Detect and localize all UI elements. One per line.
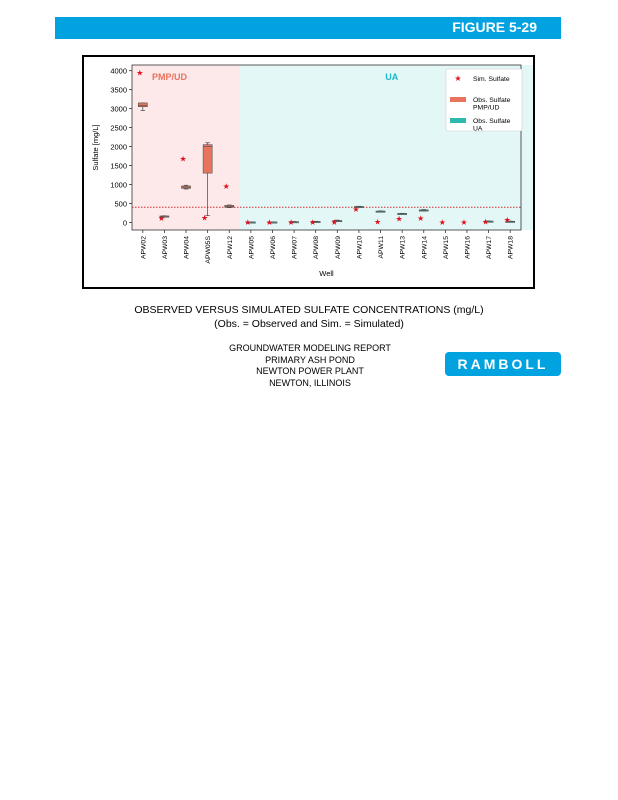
x-tick-label: APW18 — [507, 236, 515, 260]
simulated-marker: ★ — [179, 154, 187, 164]
figure-label: FIGURE 5-29 — [452, 19, 537, 35]
simulated-marker: ★ — [309, 218, 317, 228]
x-tick-label: APW05S — [205, 236, 213, 264]
x-tick-label: APW10 — [356, 236, 364, 260]
x-tick-label: APW14 — [421, 236, 429, 260]
report-block — [190, 343, 430, 389]
simulated-marker: ★ — [201, 213, 209, 223]
simulated-marker: ★ — [244, 218, 252, 228]
y-axis-label: Sulfate [mg/L] — [91, 124, 100, 171]
simulated-marker: ★ — [265, 218, 274, 228]
y-tick-label: 3500 — [110, 85, 127, 95]
observed-box — [203, 145, 212, 173]
x-tick-label: APW15 — [442, 236, 450, 260]
x-tick-label: APW04 — [183, 236, 191, 260]
region-background — [132, 65, 240, 230]
simulated-marker: ★ — [287, 218, 295, 228]
ramboll-logo: RAMBOLL — [445, 352, 561, 376]
x-tick-label: APW02 — [140, 236, 148, 260]
legend-label: Sim. Sulfate — [473, 76, 510, 83]
y-tick-label: 0 — [122, 218, 127, 228]
simulated-marker: ★ — [222, 182, 230, 191]
x-tick-label: APW12 — [226, 236, 234, 260]
x-tick-label: APW06 — [269, 236, 277, 260]
y-tick-label: 2000 — [110, 142, 127, 152]
simulated-marker: ★ — [373, 217, 382, 227]
x-tick-label: APW11 — [378, 236, 386, 259]
figure-banner — [55, 17, 561, 39]
legend-label: PMP/UD — [473, 104, 500, 112]
legend-marker: ★ — [454, 74, 462, 83]
simulated-marker: ★ — [395, 214, 403, 224]
x-tick-label: APW09 — [334, 235, 342, 260]
region-label: PMP/UD — [152, 72, 188, 82]
sulfate-chart — [84, 57, 533, 287]
legend-label: Obs. Sulfate — [473, 97, 511, 104]
x-tick-label: APW16 — [464, 236, 472, 260]
x-tick-label: APW05 — [248, 236, 256, 260]
x-tick-label: APW17 — [486, 236, 494, 260]
simulated-marker: ★ — [503, 215, 511, 225]
caption-line-1: OBSERVED VERSUS SIMULATED SULFATE CONCENTRATIONS (mg/L) — [134, 304, 484, 316]
report-line-3: NEWTON POWER PLANT — [256, 366, 364, 377]
report-line-4: NEWTON, ILLINOIS — [269, 377, 351, 388]
simulated-marker: ★ — [438, 218, 446, 228]
simulated-marker: ★ — [157, 213, 166, 223]
simulated-marker: ★ — [481, 217, 490, 227]
observed-box — [138, 103, 147, 107]
chart-frame — [82, 55, 535, 289]
simulated-marker: ★ — [352, 205, 360, 215]
x-tick-label: APW08 — [313, 236, 321, 260]
y-tick-label: 4000 — [110, 66, 127, 76]
simulated-marker: ★ — [136, 68, 144, 78]
simulated-marker: ★ — [417, 213, 425, 223]
legend-swatch — [450, 97, 466, 102]
report-line-1: GROUNDWATER MODELING REPORT — [229, 343, 391, 353]
x-tick-label: APW07 — [291, 236, 299, 260]
region-label: UA — [385, 72, 399, 82]
simulated-marker: ★ — [460, 218, 468, 228]
y-tick-label: 3000 — [110, 104, 127, 114]
x-axis-label: Well — [319, 269, 334, 278]
caption-line-2: (Obs. = Observed and Sim. = Simulated) — [214, 318, 404, 330]
legend-label: Obs. Sulfate — [473, 118, 511, 125]
simulated-marker: ★ — [330, 217, 338, 227]
y-tick-label: 1500 — [110, 161, 127, 171]
legend-swatch — [450, 118, 466, 123]
y-tick-label: 2500 — [110, 123, 127, 133]
y-tick-label: 1000 — [110, 180, 127, 190]
x-tick-label: APW13 — [399, 236, 407, 260]
x-tick-label: APW03 — [161, 236, 169, 260]
legend-label: UA — [473, 125, 483, 133]
report-line-2: PRIMARY ASH POND — [265, 354, 355, 365]
y-tick-label: 500 — [114, 199, 127, 209]
